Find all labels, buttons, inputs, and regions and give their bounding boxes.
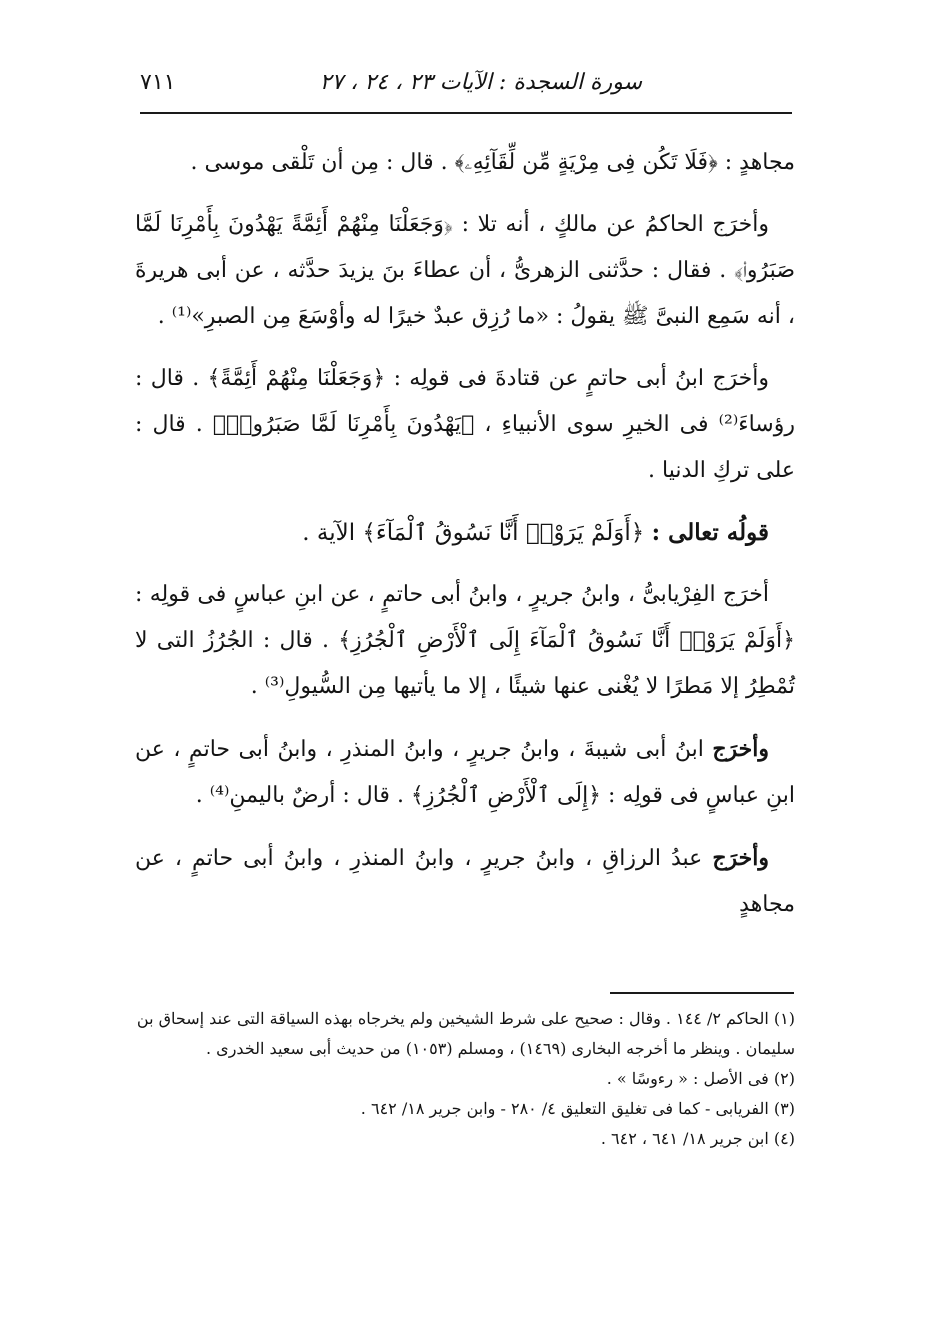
verse-heading: [135, 510, 795, 556]
footnote-4: (٤) ابن جرير ١٨/ ٦٤١ ، ٦٤٢ .: [600, 1129, 795, 1148]
paragraph-5-lead: وأخرَج: [712, 736, 769, 762]
footnote-3: (٣) الفريابى - كما فى تغليق التعليق ٤/ ٢٨٠ - وابن جرير ١٨/ ٦٤٢ .: [360, 1099, 795, 1118]
paragraph-1: مجاهدٍ : ﴿فَلَا تَكُن فِى مِرْيَةٍ مِّن لِّقَآئِهِۦ﴾ . قال : مِن أن تَلْقى موسى .: [190, 150, 795, 175]
footnote-1-line-2: سليمان . وينظر ما أخرجه البخارى (١٤٦٩) ، ومسلم (١٠٥٣) من حديث أبى سعيد الخدرى .: [206, 1039, 795, 1058]
page-number: ٧١١: [140, 70, 176, 95]
header-rule: [140, 112, 792, 114]
verse-heading-label: قولُه تعالى :: [651, 519, 769, 546]
paragraph-6-text: عبدُ الرزاقِ ، وابنُ جريرٍ ، وابنُ المنذرِ ، وابنُ أبى حاتمٍ ، عن مجاهدٍ: [135, 846, 795, 917]
footnotes: [135, 1004, 795, 1154]
paragraph-5: [135, 726, 795, 819]
paragraph-4: أخرَج الفِرْيابىُّ ، وابنُ جريرٍ ، وابنُ أبى حاتمٍ ، عن ابنِ عباسٍ فى قولِه : ﴿أَوَلَمْ يَرَوْا۟ أَنَّا نَسُوقُ ٱلْمَآءَ إِلَى ٱلْأَرْضِ ٱلْجُرُزِ﴾ . قال : الجُرُزُ التى لا تُمْطِرُ إلا مَطرًا لا يُغْنى عنها شيئًا ، إلا ما يأتيها مِن السُّيولِ⁽³⁾ .: [135, 582, 795, 699]
paragraph-6: [135, 835, 795, 928]
main-text: [135, 140, 795, 944]
footnote-2: (٢) فى الأصل : « رءوسًا » .: [606, 1069, 795, 1088]
footnote-1-line-1: (١) الحاكم ٢/ ١٤٤ . وقال : صحيح على شرط الشيخين ولم يخرجاه بهذه السياقة التى عند إسحاق بن: [136, 1009, 795, 1028]
paragraph-3: وأخرَج ابنُ أبى حاتمٍ عن قتادةَ فى قولِه : ﴿وَجَعَلْنَا مِنْهُمْ أَئِمَّةً﴾ . قال : رؤساءَ⁽²⁾ فى الخيرِ سوى الأنبياءِ ، ﴿يَهْدُونَ بِأَمْرِنَا لَمَّا صَبَرُوا۟﴾ . قال : على تركِ الدنيا .: [135, 366, 795, 483]
verse-heading-text: ﴿أَوَلَمْ يَرَوْا۟ أَنَّا نَسُوقُ ٱلْمَآءَ﴾ الآية .: [302, 520, 645, 546]
footnote-1: [135, 1004, 795, 1064]
paragraph-2: وأخرَج الحاكمُ عن مالكٍ ، أنه تلا : ﴿وَجَعَلْنَا مِنْهُمْ أَئِمَّةً يَهْدُونَ بِأَمْرِنَا لَمَّا صَبَرُوا۟﴾ . فقال : حدَّثنى الزهرىُّ ، أن عطاءَ بنَ يزيدَ حدَّثه ، عن أبى هريرةَ ، أنه سَمِع النبىَّ ﷺ يقولُ : «ما رُزِق عبدٌ خيرًا له وأوْسَعَ مِن الصبرِ»⁽¹⁾ .: [135, 212, 795, 329]
page-header: [140, 66, 792, 106]
running-title: سورة السجدة : الآيات ٢٣ ، ٢٤ ، ٢٧: [319, 70, 642, 95]
footnote-rule: [610, 992, 794, 994]
paragraph-6-lead: وأخرَج: [712, 845, 769, 871]
paragraph-5-text: ابنُ أبى شيبةَ ، وابنُ جريرٍ ، وابنُ المنذرِ ، وابنُ أبى حاتمٍ ، عن ابنِ عباسٍ فى قولِه : ﴿إِلَى ٱلْأَرْضِ ٱلْجُرُزِ﴾ . قال : أرضٌ باليمنِ⁽⁴⁾ .: [135, 737, 795, 808]
